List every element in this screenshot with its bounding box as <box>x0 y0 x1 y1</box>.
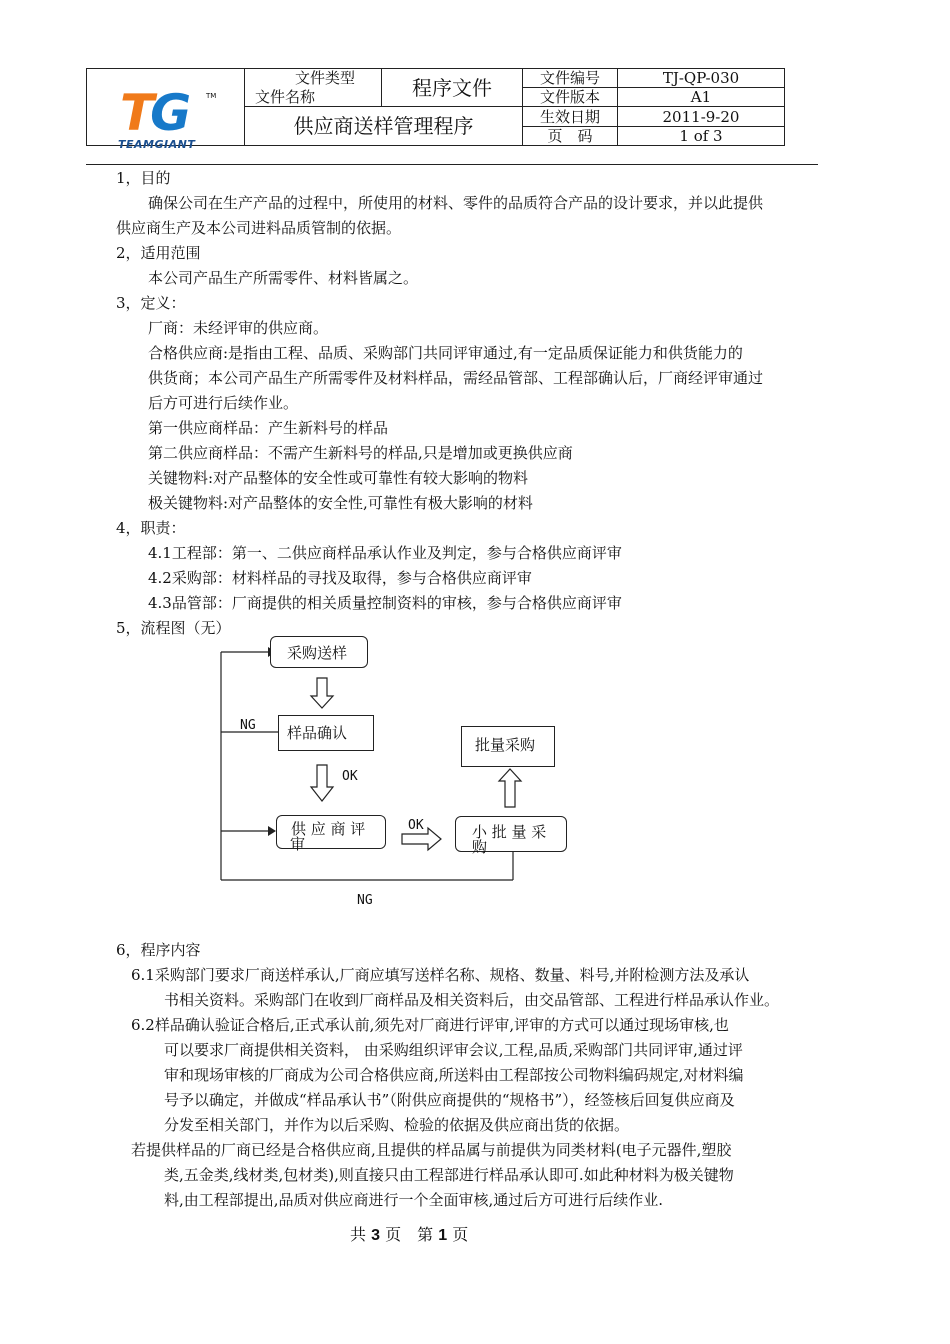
section-6-2-line-1: 6.2样品确认验证合格后,正式承认前,须先对厂商进行评审,评审的方式可以通过现场审核,也 <box>131 1016 729 1034</box>
doc-no-value: TJ-QP-030 <box>618 69 785 88</box>
box-purchase-sample <box>270 636 368 668</box>
label-ng-bottom: NG <box>357 893 373 908</box>
arrowhead-review <box>268 826 276 836</box>
label-ok-mid: OK <box>342 769 358 784</box>
box-mass-purchase-text: 批量采购 <box>475 736 536 754</box>
section-4-line-1: 4.1工程部：第一、二供应商样品承认作业及判定，参与合格供应商评审 <box>148 544 622 562</box>
section-4-title: 4，职责： <box>116 519 186 537</box>
footer-total-pages: 3 <box>371 1227 381 1244</box>
section-5-title: 5，流程图（无） <box>116 619 231 637</box>
section-6-2-line-4: 号予以确定，并做成“样品承认书”（附供应商提供的“规格书”），经签核后回复供应商及 <box>164 1091 735 1109</box>
section-6-2-line-2: 可以要求厂商提供相关资料， 由采购组织评审会议,工程,品质,采购部门共同评审,通过评 <box>164 1041 743 1059</box>
box-supplier-review <box>276 815 386 853</box>
section-4-line-3: 4.3品管部：厂商提供的相关质量控制资料的审核，参与合格供应商评审 <box>148 594 622 612</box>
logo-subtitle: TEAMGIANT <box>118 138 196 151</box>
section-3-line-2: 合格供应商:是指由工程、品质、采购部门共同评审通过,有一定品质保证能力和供货能力的 <box>148 344 743 362</box>
section-3-line-6: 第二供应商样品：不需产生新料号的样品,只是增加或更换供应商 <box>148 444 573 462</box>
section-2-title: 2，适用范围 <box>116 244 201 262</box>
section-3-title: 3，定义： <box>116 294 186 312</box>
logo-trademark: TM <box>206 92 217 100</box>
version-value: A1 <box>618 88 785 107</box>
effective-date-label: 生效日期 <box>523 107 618 127</box>
section-1-title: 1，目的 <box>116 169 171 187</box>
footer-current-page: 1 <box>438 1227 448 1244</box>
section-2-line-1: 本公司产品生产所需零件、材料皆属之。 <box>148 269 419 287</box>
section-3-line-1: 厂商：未经评审的供应商。 <box>148 319 329 337</box>
box-mass-purchase <box>461 726 555 767</box>
section-6-1-line-2: 书相关资料。采购部门在收到厂商样品及相关资料后，由交品管部、工程进行样品承认作业。 <box>164 991 780 1009</box>
label-ok-right: OK <box>408 818 424 833</box>
footer-suffix: 页 <box>452 1225 469 1244</box>
doc-name-value: 供应商送样管理程序 <box>245 107 523 146</box>
down-arrow-2 <box>311 765 333 801</box>
page-footer <box>350 1222 468 1245</box>
footer-mid: 页 第 <box>385 1225 434 1244</box>
version-label: 文件版本 <box>523 88 618 107</box>
section-3-line-7: 关键物料:对产品整体的安全性或可靠性有较大影响的物料 <box>148 469 529 487</box>
logo-mark: TG <box>120 84 188 142</box>
up-arrow <box>499 769 521 807</box>
box-small-batch <box>455 816 567 856</box>
label-ng-top: NG <box>240 718 256 733</box>
section-6-1-line-1: 6.1采购部门要求厂商送样承认,厂商应填写送样名称、规格、数量、料号,并附检测方法及承认 <box>131 966 750 984</box>
doc-type-label: 文件类型 <box>245 69 382 88</box>
page-value: 1 of 3 <box>618 127 785 146</box>
section-6-title: 6，程序内容 <box>116 941 201 959</box>
box-small-batch-text-2: 购 <box>472 838 488 856</box>
page-label: 页 码 <box>523 127 618 146</box>
section-3-line-3: 供货商；本公司产品生产所需零件及材料样品，需经品管部、工程部确认后，厂商经评审通过 <box>148 369 764 387</box>
section-3-line-4: 后方可进行后续作业。 <box>148 394 299 412</box>
section-1-line-1: 确保公司在生产产品的过程中，所使用的材料、零件的品质符合产品的设计要求，并以此提供 <box>148 194 764 212</box>
section-6-3-line-2: 类,五金类,线材类,包材类),则直接只由工程部进行样品承认即可.如此种材料为极关键物 <box>164 1166 734 1184</box>
effective-date-value: 2011-9-20 <box>618 107 785 127</box>
box-supplier-review-text-1: 供 应 商 评 <box>291 820 366 838</box>
box-purchase-sample-text: 采购送样 <box>287 644 348 662</box>
footer-prefix: 共 <box>350 1225 367 1244</box>
section-6-3-line-1: 若提供样品的厂商已经是合格供应商,且提供的样品属与前提供为同类材料(电子元器件,塑胶 <box>131 1141 732 1159</box>
box-sample-confirm-text: 样品确认 <box>287 724 348 742</box>
doc-name-label: 文件名称 <box>245 88 382 107</box>
section-4-line-2: 4.2采购部：材料样品的寻找及取得，参与合格供应商评审 <box>148 569 532 587</box>
section-6-3-line-3: 料,由工程部提出,品质对供应商进行一个全面审核,通过后方可进行后续作业. <box>164 1191 664 1209</box>
down-arrow-1 <box>311 678 333 708</box>
box-supplier-review-text-2: 审 <box>290 835 306 853</box>
box-sample-confirm <box>278 715 374 751</box>
doc-type-value: 程序文件 <box>382 69 523 107</box>
section-6-2-line-3: 审和现场审核的厂商成为公司合格供应商,所送料由工程部按公司物料编码规定,对材料编 <box>164 1066 744 1084</box>
section-6-2-line-5: 分发至相关部门，并作为以后采购、检验的依据及供应商出货的依据。 <box>164 1116 630 1134</box>
section-3-line-8: 极关键物料:对产品整体的安全性,可靠性有极大影响的材料 <box>148 494 533 512</box>
box-small-batch-text-1: 小 批 量 采 <box>472 823 547 841</box>
section-3-line-5: 第一供应商样品：产生新料号的样品 <box>148 419 389 437</box>
section-1-line-2: 供应商生产及本公司进料品质管制的依据。 <box>116 219 402 237</box>
doc-no-label: 文件编号 <box>523 69 618 88</box>
